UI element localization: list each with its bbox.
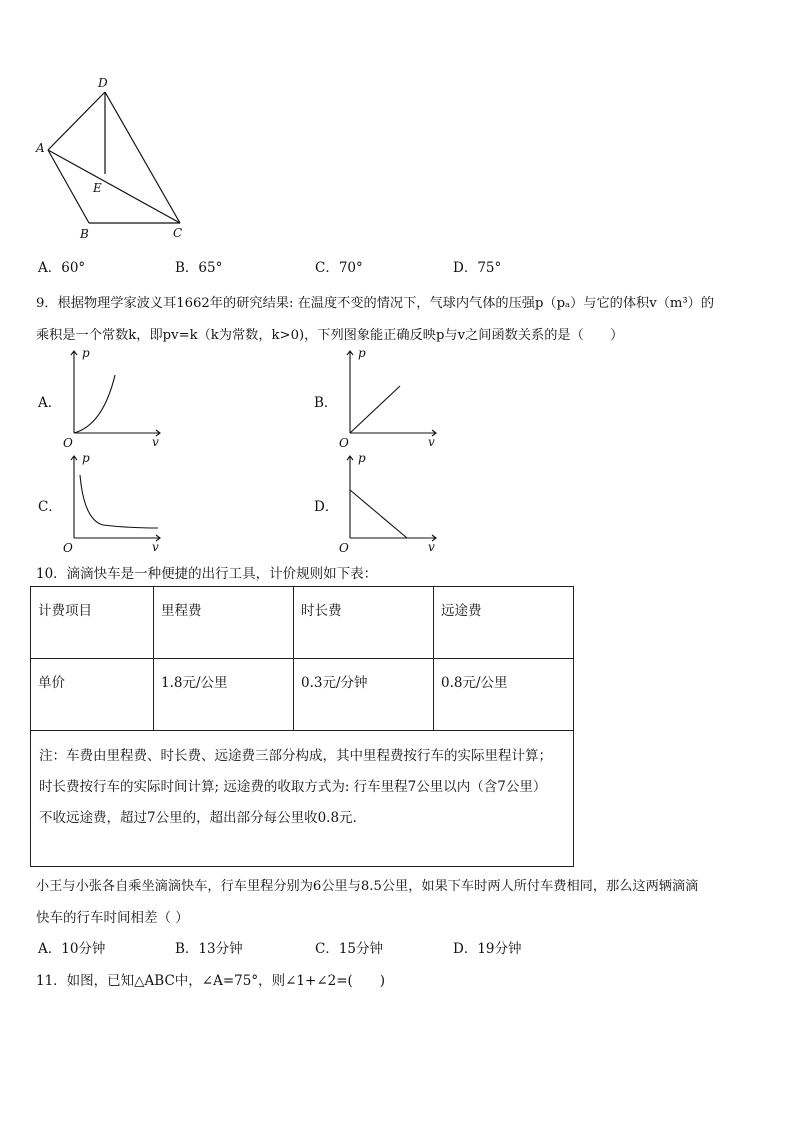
line-b: [350, 386, 400, 433]
curve-c: [80, 475, 158, 528]
svg-text:p: p: [82, 451, 90, 465]
q9-option-a-label[interactable]: A．: [38, 395, 62, 411]
q9-option-c-label[interactable]: C．: [38, 499, 62, 515]
segment-AD: [48, 92, 105, 150]
triangle-diagram: [30, 70, 200, 245]
axis-v: v: [152, 435, 159, 449]
q10-option-d[interactable]: D．19分钟: [453, 941, 522, 957]
q10-question-line-1: 小王与小张各自乘坐滴滴快车，行车里程分别为6公里与8.5公里，如果下车时两人所付车费相同，那么这两辆滴滴: [36, 879, 699, 894]
label-A: A: [36, 141, 45, 155]
q8-option-b[interactable]: B．65°: [175, 260, 223, 276]
origin: O: [63, 436, 73, 450]
q9-graph-c[interactable]: [58, 450, 168, 559]
q8-figure: [30, 70, 200, 245]
segment-AC: [48, 150, 180, 223]
q10-question-line-2: 快车的行车时间相差（ ）: [36, 910, 189, 926]
table-cell: 0.3元/分钟: [294, 659, 434, 731]
table-row: [31, 659, 574, 731]
svg-text:p: p: [358, 346, 366, 360]
label-C: C: [173, 226, 183, 240]
table-cell: 单价: [31, 659, 154, 731]
table-note-row: [31, 731, 574, 867]
q10-option-b[interactable]: B．13分钟: [175, 941, 243, 957]
q8-option-d[interactable]: D．75°: [453, 260, 502, 276]
svg-text:v: v: [428, 540, 435, 554]
table-cell: 1.8元/公里: [154, 659, 294, 731]
header-cell: 时长费: [294, 587, 434, 659]
line-d: [350, 490, 407, 538]
table-header-row: [31, 587, 574, 659]
q9-option-b-label[interactable]: B．: [314, 395, 338, 411]
q9-graph-b[interactable]: [334, 345, 444, 454]
q10-option-c[interactable]: C．15分钟: [315, 941, 384, 957]
table-cell: 0.8元/公里: [434, 659, 574, 731]
q9-option-d-label[interactable]: D．: [314, 499, 339, 515]
svg-text:v: v: [152, 540, 159, 554]
q11-text: 11．如图，已知△ABC中，∠A=75°，则∠1+∠2=( ): [36, 973, 386, 989]
q10-option-a[interactable]: A．10分钟: [38, 941, 106, 957]
q9-line-1: 9．根据物理学家波义耳1662年的研究结果: 在温度不变的情况下，气球内气体的压强p（pₐ）与它的体积v（m³）的: [36, 296, 715, 311]
label-E: E: [93, 181, 102, 195]
header-cell: 远途费: [434, 587, 574, 659]
header-cell: 里程费: [154, 587, 294, 659]
curve-a: [74, 375, 115, 433]
q9-graph-a[interactable]: [58, 345, 168, 454]
q9-graph-d[interactable]: [334, 450, 444, 559]
svg-text:O: O: [339, 541, 349, 555]
table-note: 注：车费由里程费、时长费、远途费三部分构成，其中里程费按行车的实际里程计算； 时长费按行车的实际时间计算; 远途费的收取方式为: 行车里程7公里以内（含7公里） 不收远途费，超过7公里的，超出部分每公里收0.8元.: [31, 731, 574, 867]
fee-table: [30, 586, 574, 867]
svg-text:v: v: [428, 435, 435, 449]
label-D: D: [98, 76, 108, 90]
segment-DC: [105, 92, 180, 223]
q10-intro: 10．滴滴快车是一种便捷的出行工具，计价规则如下表：: [36, 566, 378, 582]
svg-text:O: O: [63, 541, 73, 555]
axis-p: p: [82, 346, 90, 360]
q8-option-c[interactable]: C．70°: [315, 260, 363, 276]
header-cell: 计费项目: [31, 587, 154, 659]
label-B: B: [80, 227, 89, 241]
svg-text:O: O: [339, 436, 349, 450]
q9-line-2: 乘积是一个常数k，即pv=k（k为常数，k>0)，下列图象能正确反映p与v之间函数关系的是（ ）: [36, 328, 624, 343]
q8-option-a[interactable]: A．60°: [38, 260, 86, 276]
svg-text:p: p: [358, 451, 366, 465]
